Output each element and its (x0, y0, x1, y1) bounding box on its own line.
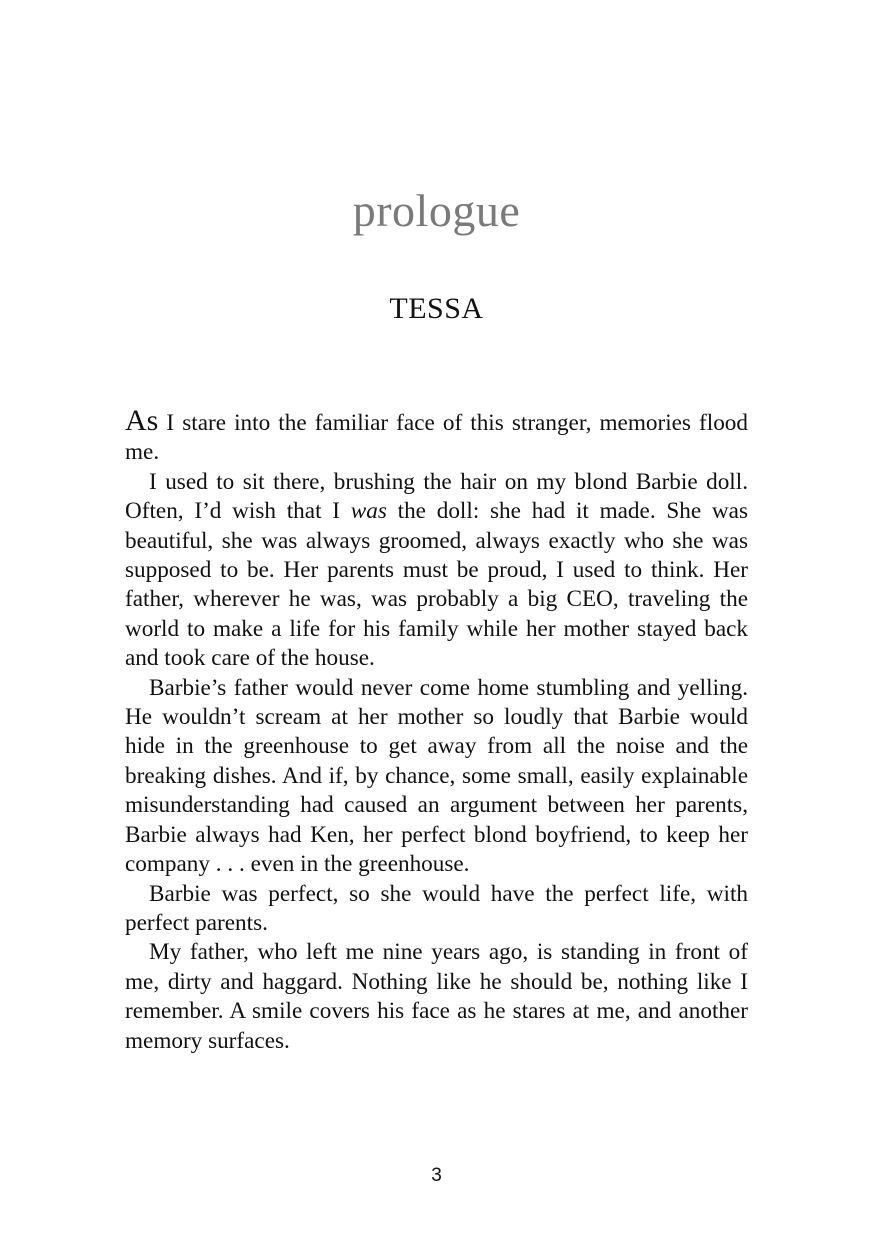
pov-character-name: TESSA (389, 292, 484, 325)
paragraph-lead-word: As (125, 404, 159, 437)
paragraph-2 (125, 468, 748, 674)
paragraph-text-before: I used to sit there, brushing the hair on my blond Barbie doll. Often, I’d wish that I (125, 468, 748, 525)
paragraph-text-after: the doll: she had it made. She was beautiful, she was always groomed, always exactly who she was supposed to be. Her parents must be proud, I used to think. Her father, wherever he was, was probably a big CEO, traveling the world to make a life for his family while her mother stayed back and took care of the house. (125, 498, 748, 672)
chapter-title: prologue (352, 185, 521, 236)
paragraph-emphasis: was (350, 498, 387, 525)
paragraph-4: Barbie was perfect, so she would have the perfect life, with perfect parents. (125, 880, 748, 936)
paragraph-text: I stare into the familiar face of this stranger, memories flood me. (125, 410, 748, 466)
paragraph-1 (125, 404, 748, 468)
chapter-body (125, 404, 748, 1056)
page-number: 3 (431, 1165, 442, 1186)
paragraph-3: Barbie’s father would never come home stumbling and yelling. He wouldn’t scream at her mother so loudly that Barbie would hide in the greenhouse to get away from all the noise and the breaking dishes. And if, by chance, some small, easily explainable misunderstanding had caused an argument between her parents, Barbie always had Ken, her perfect blond boyfriend, to keep her company . . . even in the greenhouse. (125, 674, 748, 878)
paragraph-5: My father, who left me nine years ago, is standing in front of me, dirty and haggard. Nothing like he should be, nothing like I remember. A smile covers his face as he stares at me, and another memory surfaces. (125, 939, 748, 1054)
